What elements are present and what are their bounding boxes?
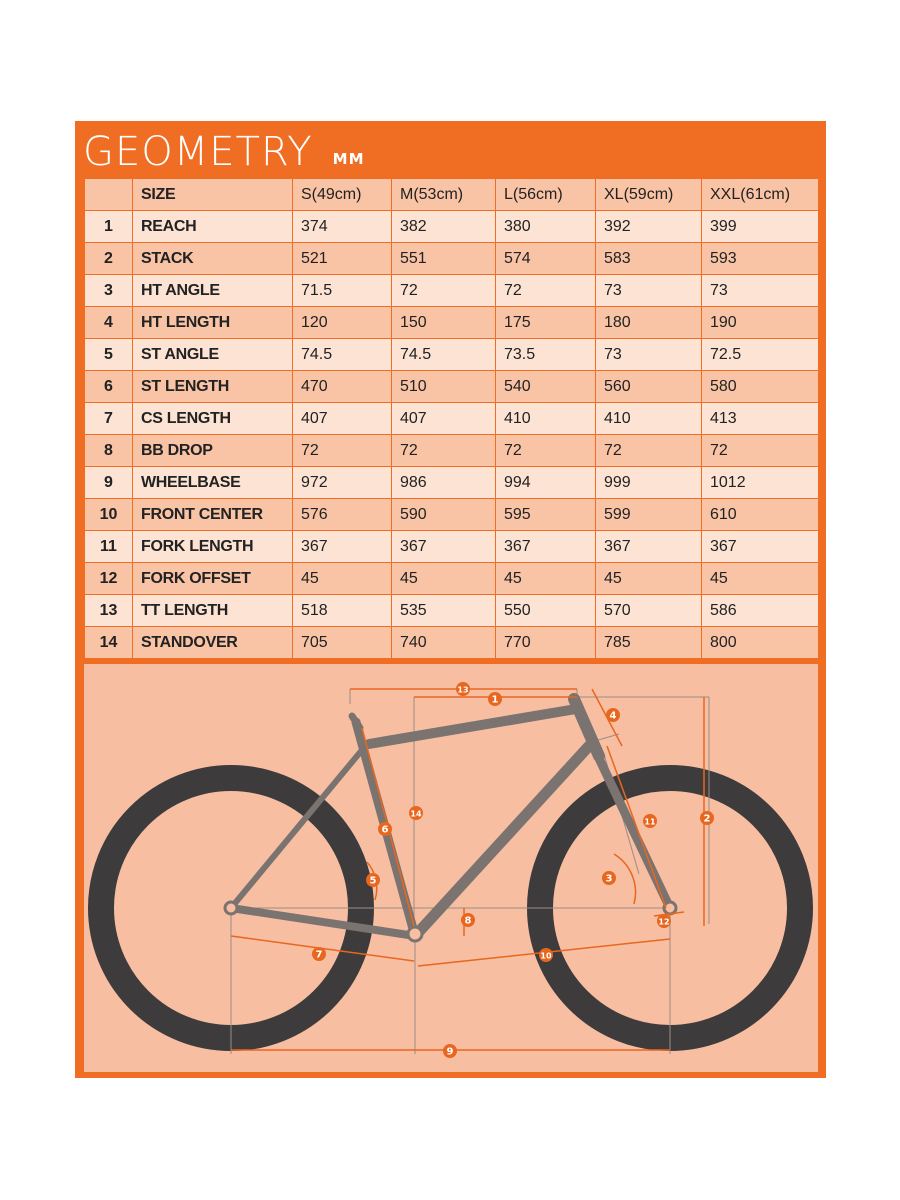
- row-value-cell: 399: [702, 211, 819, 243]
- row-value-cell: 470: [293, 371, 392, 403]
- row-value-cell: 580: [702, 371, 819, 403]
- chain-stay: [231, 908, 415, 936]
- row-value-cell: 410: [596, 403, 702, 435]
- row-value-cell: 999: [596, 467, 702, 499]
- row-value-cell: 72: [596, 435, 702, 467]
- row-value-cell: 770: [496, 627, 596, 659]
- unit-label: MM: [332, 150, 365, 168]
- table-row: [85, 467, 819, 499]
- table-row: [85, 595, 819, 627]
- row-value-cell: 560: [596, 371, 702, 403]
- column-header-m-53cm-: M(53cm): [392, 179, 496, 211]
- row-measurement-name: FORK LENGTH: [133, 531, 293, 563]
- row-value-cell: 45: [702, 563, 819, 595]
- row-measurement-name: BB DROP: [133, 435, 293, 467]
- header-number-cell: [85, 179, 133, 211]
- table-row: [85, 339, 819, 371]
- row-number: 1: [85, 211, 133, 243]
- table-row: [85, 627, 819, 659]
- row-measurement-name: REACH: [133, 211, 293, 243]
- column-header-xl-59cm-: XL(59cm): [596, 179, 702, 211]
- dimension-marker-9: [443, 1044, 457, 1058]
- row-value-cell: 45: [596, 563, 702, 595]
- row-value-cell: 551: [392, 243, 496, 275]
- row-number: 7: [85, 403, 133, 435]
- row-value-cell: 535: [392, 595, 496, 627]
- row-value-cell: 73: [702, 275, 819, 307]
- row-value-cell: 367: [293, 531, 392, 563]
- dimension-marker-7: [312, 947, 326, 961]
- dimension-marker-1: [488, 692, 502, 706]
- row-number: 10: [85, 499, 133, 531]
- dimension-marker-label: 11: [644, 817, 656, 827]
- dimension-marker-label: 3: [605, 873, 613, 885]
- row-value-cell: 785: [596, 627, 702, 659]
- row-value-cell: 73: [596, 339, 702, 371]
- dimension-marker-label: 14: [410, 809, 422, 819]
- page-title: GEOMETRY: [83, 129, 313, 175]
- dim-ht-angle: [614, 854, 636, 904]
- row-value-cell: 73.5: [496, 339, 596, 371]
- row-number: 14: [85, 627, 133, 659]
- table-row: [85, 275, 819, 307]
- row-value-cell: 73: [596, 275, 702, 307]
- row-value-cell: 740: [392, 627, 496, 659]
- dimension-marker-14: [409, 806, 423, 820]
- dimension-marker-2: [700, 811, 714, 825]
- row-value-cell: 367: [596, 531, 702, 563]
- row-value-cell: 407: [392, 403, 496, 435]
- row-value-cell: 570: [596, 595, 702, 627]
- dimension-marker-label: 12: [658, 917, 670, 927]
- row-measurement-name: TT LENGTH: [133, 595, 293, 627]
- geometry-table: [84, 178, 819, 659]
- row-value-cell: 45: [496, 563, 596, 595]
- row-value-cell: 574: [496, 243, 596, 275]
- row-number: 12: [85, 563, 133, 595]
- row-value-cell: 521: [293, 243, 392, 275]
- row-value-cell: 45: [392, 563, 496, 595]
- dimension-marker-label: 1: [491, 694, 499, 706]
- table-row: [85, 403, 819, 435]
- row-value-cell: 72.5: [702, 339, 819, 371]
- dimension-marker-4: [606, 708, 620, 722]
- column-header-xxl-61cm-: XXL(61cm): [702, 179, 819, 211]
- table-row: [85, 371, 819, 403]
- row-number: 11: [85, 531, 133, 563]
- dimension-marker-11: [643, 814, 657, 828]
- row-value-cell: 550: [496, 595, 596, 627]
- row-value-cell: 413: [702, 403, 819, 435]
- row-measurement-name: ST LENGTH: [133, 371, 293, 403]
- row-value-cell: 72: [392, 275, 496, 307]
- row-value-cell: 72: [702, 435, 819, 467]
- row-value-cell: 593: [702, 243, 819, 275]
- table-row: [85, 435, 819, 467]
- row-value-cell: 72: [496, 275, 596, 307]
- column-header-size: SIZE: [133, 179, 293, 211]
- row-number: 5: [85, 339, 133, 371]
- dimension-marker-12: [657, 914, 671, 928]
- row-value-cell: 74.5: [392, 339, 496, 371]
- row-measurement-name: STANDOVER: [133, 627, 293, 659]
- row-value-cell: 586: [702, 595, 819, 627]
- row-value-cell: 150: [392, 307, 496, 339]
- row-number: 8: [85, 435, 133, 467]
- row-value-cell: 45: [293, 563, 392, 595]
- row-value-cell: 705: [293, 627, 392, 659]
- row-value-cell: 72: [496, 435, 596, 467]
- row-value-cell: 374: [293, 211, 392, 243]
- row-number: 13: [85, 595, 133, 627]
- row-value-cell: 407: [293, 403, 392, 435]
- row-value-cell: 540: [496, 371, 596, 403]
- dimension-marker-label: 7: [315, 949, 323, 961]
- row-value-cell: 610: [702, 499, 819, 531]
- row-measurement-name: HT LENGTH: [133, 307, 293, 339]
- row-value-cell: 180: [596, 307, 702, 339]
- top-tube: [369, 709, 576, 744]
- table-row: [85, 531, 819, 563]
- column-header-l-56cm-: L(56cm): [496, 179, 596, 211]
- table-row: [85, 307, 819, 339]
- dimension-marker-10: [539, 948, 553, 962]
- row-value-cell: 510: [392, 371, 496, 403]
- row-measurement-name: ST ANGLE: [133, 339, 293, 371]
- row-value-cell: 367: [702, 531, 819, 563]
- row-value-cell: 595: [496, 499, 596, 531]
- row-measurement-name: HT ANGLE: [133, 275, 293, 307]
- bottom-bracket: [408, 927, 422, 941]
- table-row: [85, 211, 819, 243]
- row-number: 3: [85, 275, 133, 307]
- table-row: [85, 243, 819, 275]
- row-value-cell: 800: [702, 627, 819, 659]
- rear-hub: [225, 902, 237, 914]
- row-value-cell: 367: [392, 531, 496, 563]
- row-number: 6: [85, 371, 133, 403]
- table-header-row: [85, 179, 819, 211]
- row-measurement-name: STACK: [133, 243, 293, 275]
- row-number: 4: [85, 307, 133, 339]
- row-value-cell: 367: [496, 531, 596, 563]
- dimension-marker-13: [456, 682, 470, 696]
- bike-geometry-diagram: [84, 664, 818, 1072]
- dimension-marker-5: [366, 873, 380, 887]
- row-measurement-name: WHEELBASE: [133, 467, 293, 499]
- row-value-cell: 972: [293, 467, 392, 499]
- dimension-marker-label: 10: [540, 951, 552, 961]
- table-row: [85, 563, 819, 595]
- row-value-cell: 175: [496, 307, 596, 339]
- row-measurement-name: CS LENGTH: [133, 403, 293, 435]
- row-value-cell: 1012: [702, 467, 819, 499]
- column-header-s-49cm-: S(49cm): [293, 179, 392, 211]
- row-value-cell: 72: [293, 435, 392, 467]
- dimension-marker-label: 5: [369, 875, 377, 887]
- dimension-marker-label: 8: [464, 915, 472, 927]
- row-value-cell: 382: [392, 211, 496, 243]
- table-row: [85, 499, 819, 531]
- row-value-cell: 190: [702, 307, 819, 339]
- row-value-cell: 590: [392, 499, 496, 531]
- row-measurement-name: FRONT CENTER: [133, 499, 293, 531]
- dimension-marker-label: 6: [381, 824, 389, 836]
- row-value-cell: 71.5: [293, 275, 392, 307]
- dimension-marker-3: [602, 871, 616, 885]
- dimension-marker-label: 13: [457, 685, 469, 695]
- row-measurement-name: FORK OFFSET: [133, 563, 293, 595]
- row-value-cell: 518: [293, 595, 392, 627]
- row-value-cell: 986: [392, 467, 496, 499]
- row-value-cell: 994: [496, 467, 596, 499]
- row-value-cell: 74.5: [293, 339, 392, 371]
- row-value-cell: 120: [293, 307, 392, 339]
- geometry-header: [83, 124, 365, 175]
- row-value-cell: 583: [596, 243, 702, 275]
- row-value-cell: 576: [293, 499, 392, 531]
- row-value-cell: 380: [496, 211, 596, 243]
- row-value-cell: 599: [596, 499, 702, 531]
- row-value-cell: 410: [496, 403, 596, 435]
- dimension-marker-label: 2: [703, 813, 711, 825]
- dimension-marker-6: [378, 822, 392, 836]
- row-value-cell: 392: [596, 211, 702, 243]
- dimension-marker-label: 4: [609, 710, 617, 722]
- dimension-marker-8: [461, 913, 475, 927]
- row-number: 9: [85, 467, 133, 499]
- bike-diagram-svg: [84, 664, 818, 1072]
- row-value-cell: 72: [392, 435, 496, 467]
- row-number: 2: [85, 243, 133, 275]
- dimension-marker-label: 9: [446, 1046, 454, 1058]
